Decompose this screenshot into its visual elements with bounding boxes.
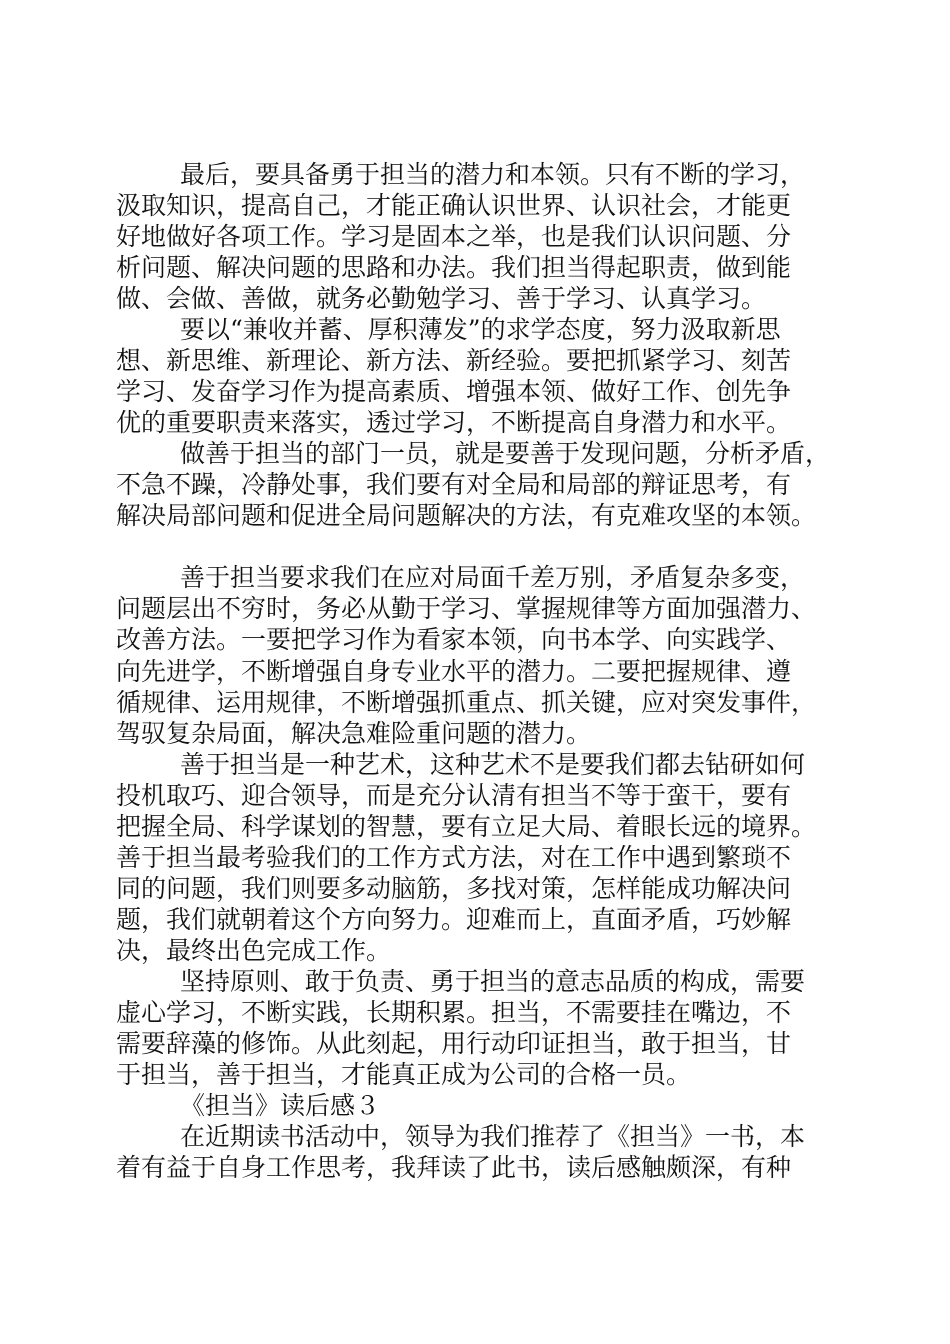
text-line: 做善于担当的部门一员，就是要善于发现问题，分析矛盾， bbox=[180, 439, 831, 468]
text-line: 问题层出不穷时，务必从勤于学习、掌握规律等方面加强潜力、 bbox=[116, 594, 817, 623]
text-line: 做、会做、善做，就务必勤勉学习、善于学习、认真学习。 bbox=[116, 284, 767, 313]
text-line: 向先进学，不断增强自身专业水平的潜力。二要把握规律、遵 bbox=[116, 657, 792, 686]
text-line: 善于担当是一种艺术，这种艺术不是要我们都去钻研如何 bbox=[180, 750, 806, 779]
text-line: 最后，要具备勇于担当的潜力和本领。只有不断的学习， bbox=[180, 160, 806, 189]
text-line: 决，最终出色完成工作。 bbox=[116, 936, 392, 965]
section-heading: 《担当》读后感３ bbox=[180, 1091, 381, 1120]
text-line: 汲取知识，提高自己，才能正确认识世界、认识社会，才能更 bbox=[116, 191, 792, 220]
text-line: 同的问题，我们则要多动脑筋，多找对策，怎样能成功解决问 bbox=[116, 874, 792, 903]
text-line: 驾驭复杂局面，解决急难险重问题的潜力。 bbox=[116, 719, 592, 748]
text-line: 析问题、解决问题的思路和办法。我们担当得起职责，做到能 bbox=[116, 253, 792, 282]
text-line: 虚心学习，不断实践，长期积累。担当，不需要挂在嘴边，不 bbox=[116, 998, 792, 1027]
text-line: 着有益于自身工作思考，我拜读了此书，读后感触颇深，有种 bbox=[116, 1153, 792, 1182]
text-line: 解决局部问题和促进全局问题解决的方法，有克难攻坚的本领。 bbox=[116, 501, 817, 530]
text-line: 于担当，善于担当，才能真正成为公司的合格一员。 bbox=[116, 1060, 692, 1089]
text-line: 想、新思维、新理论、新方法、新经验。要把抓紧学习、刻苦 bbox=[116, 346, 792, 375]
text-line: 改善方法。一要把学习作为看家本领，向书本学、向实践学、 bbox=[116, 625, 792, 654]
text-line: 需要辞藻的修饰。从此刻起，用行动印证担当，敢于担当，甘 bbox=[116, 1029, 792, 1058]
text-line: 在近期读书活动中，领导为我们推荐了《担当》一书，本 bbox=[180, 1122, 806, 1151]
text-line: 坚持原则、敢于负责、勇于担当的意志品质的构成，需要 bbox=[180, 967, 806, 996]
text-line: 要以“兼收并蓄、厚积薄发”的求学态度，努力汲取新思 bbox=[180, 315, 781, 344]
text-line: 循规律、运用规律，不断增强抓重点、抓关键，应对突发事件， bbox=[116, 688, 817, 717]
text-line: 学习、发奋学习作为提高素质、增强本领、做好工作、创先争 bbox=[116, 377, 792, 406]
text-line: 不急不躁，冷静处事，我们要有对全局和局部的辩证思考，有 bbox=[116, 470, 792, 499]
text-line: 题，我们就朝着这个方向努力。迎难而上，直面矛盾，巧妙解 bbox=[116, 905, 792, 934]
text-line: 优的重要职责来落实，透过学习，不断提高自身潜力和水平。 bbox=[116, 408, 792, 437]
text-line: 把握全局、科学谋划的智慧，要有立足大局、着眼长远的境界。 bbox=[116, 812, 817, 841]
text-line: 善于担当要求我们在应对局面千差万别，矛盾复杂多变， bbox=[180, 563, 806, 592]
text-line: 好地做好各项工作。学习是固本之举，也是我们认识问题、分 bbox=[116, 222, 792, 251]
text-line: 投机取巧、迎合领导，而是充分认清有担当不等于蛮干，要有 bbox=[116, 781, 792, 810]
text-line: 善于担当最考验我们的工作方式方法，对在工作中遇到繁琐不 bbox=[116, 843, 792, 872]
